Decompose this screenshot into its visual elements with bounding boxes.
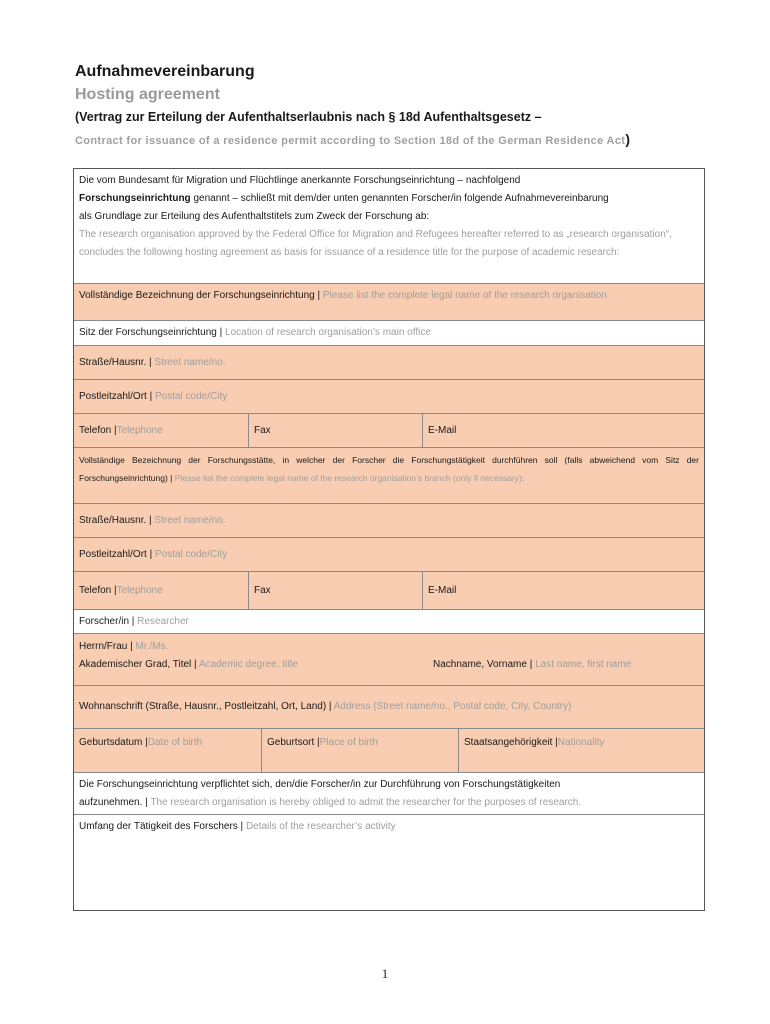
nationality-hint: Nationality (557, 737, 605, 748)
pob-field[interactable] (261, 729, 458, 772)
researcher-address-field[interactable] (74, 686, 704, 729)
org-street-hint: Street name/no. (154, 356, 226, 368)
degree-hint: Academic degree, title (198, 659, 298, 670)
org-fax-label: Fax (254, 424, 271, 436)
org-phone-label: Telefon | (79, 424, 117, 436)
org-seat-label: Sitz der Forschungseinrichtung | (79, 327, 226, 338)
subtitle-english: Contract for issuance of a residence permit according to Section 18d of the German Residence Act (75, 135, 626, 147)
org-name-hint: Please list the complete legal name of the research organisation (322, 290, 607, 301)
branch-email-label: E-Mail (428, 584, 457, 596)
branch-postal-hint: Postal code/City (154, 548, 228, 560)
branch-fax-field[interactable] (248, 572, 422, 609)
degree-label: Akademischer Grad, Titel | (79, 659, 199, 670)
title-german: Aufnahmevereinbarung (75, 63, 255, 80)
subtitle-close-paren: ) (625, 131, 631, 147)
org-street-label: Straße/Hausnr. | (79, 356, 155, 368)
org-postal-hint: Postal code/City (154, 390, 228, 402)
fullname-wrap (433, 656, 631, 674)
branch-email-field[interactable] (422, 572, 704, 609)
title-english: Hosting agreement (75, 86, 220, 103)
org-seat-field[interactable] (74, 321, 704, 346)
org-email-field[interactable] (422, 414, 704, 447)
org-email-label: E-Mail (428, 424, 457, 436)
researcher-name-field[interactable] (74, 634, 704, 686)
obligation-line-1: Die Forschungseinrichtung verpflichtet sich, den/die Forscher/in zur Durchführung von Forschungstätigkeiten (79, 779, 561, 790)
pob-hint: Place of birth (319, 737, 378, 748)
salutation-line (79, 638, 699, 656)
researcher-header (74, 610, 704, 634)
researcher-header-hint: Researcher (137, 615, 189, 627)
dob-field[interactable] (74, 729, 261, 772)
activity-hint: Details of the researcher’s activity (245, 821, 396, 832)
branch-name-label: Vollständige Bezeichnung der Forschungsstätte, in welcher der Forscher die Forschungstätigkeit durchführen soll (falls abweichend vom Sitz der Forschungseinrichtung) | (79, 455, 699, 483)
intro-text (74, 169, 704, 284)
obligation-line-2-de: aufzunehmen. | (79, 797, 151, 808)
degree-name-line (79, 656, 699, 674)
fullname-label: Nachname, Vorname | (433, 659, 536, 670)
branch-fax-label: Fax (254, 584, 271, 596)
obligation-text (74, 773, 704, 815)
branch-phone-hint: Telephone (116, 584, 163, 596)
org-name-label: Vollständige Bezeichnung der Forschungseinrichtung | (79, 290, 323, 301)
dob-hint: Date of birth (147, 737, 203, 748)
branch-phone-label: Telefon | (79, 584, 117, 596)
intro-line-2 (79, 190, 699, 208)
birth-nationality-row (74, 729, 704, 773)
branch-street-label: Straße/Hausnr. | (79, 514, 155, 526)
org-phone-hint: Telephone (116, 424, 163, 436)
org-fax-field[interactable] (248, 414, 422, 447)
subtitle-german: (Vertrag zur Erteilung der Aufenthaltserlaubnis nach § 18d Aufenthaltsgesetz – (75, 110, 542, 124)
address-hint: Address (Street name/no., Postal code, City, Country) (333, 701, 572, 712)
intro-line-1: Die vom Bundesamt für Migration und Flüchtlinge anerkannte Forschungseinrichtung – nachfolgend (79, 175, 521, 186)
activity-field[interactable] (74, 815, 704, 910)
org-street-field[interactable] (74, 346, 704, 380)
intro-english: The research organisation approved by the Federal Office for Migration and Refugees hereafter referred to as „research organisation“, concludes the following hosting agreement as basis for issuance of a residence title for the purpose of academic research: (79, 229, 672, 258)
branch-name-field[interactable] (74, 448, 704, 504)
subtitle-english-wrap (75, 131, 630, 147)
pob-label: Geburtsort | (267, 737, 320, 748)
nationality-label: Staatsangehörigkeit | (464, 737, 558, 748)
org-phone-field[interactable] (74, 414, 248, 447)
org-name-field[interactable] (74, 284, 704, 321)
address-label: Wohnanschrift (Straße, Hausnr., Postleitzahl, Ort, Land) | (79, 701, 334, 712)
intro-line-2-rest: genannt – schließt mit dem/der unten genannten Forscher/in folgende Aufnahmevereinbarung (190, 193, 609, 204)
branch-street-field[interactable] (74, 504, 704, 538)
obligation-english: The research organisation is hereby obliged to admit the researcher for the purposes of research. (150, 797, 582, 808)
salutation-label: Herrn/Frau | (79, 641, 136, 652)
dob-label: Geburtsdatum | (79, 737, 148, 748)
intro-bold-term: Forschungseinrichtung (79, 193, 191, 204)
researcher-header-label: Forscher/in | (79, 615, 138, 627)
activity-label: Umfang der Tätigkeit des Forschers | (79, 821, 246, 832)
salutation-hint: Mr./Ms. (135, 641, 169, 652)
branch-phone-field[interactable] (74, 572, 248, 609)
intro-line-3: als Grundlage zur Erteilung des Aufenthaltstitels zum Zweck der Forschung ab: (79, 211, 430, 222)
page-number: 1 (381, 966, 389, 981)
org-postal-field[interactable] (74, 380, 704, 414)
branch-postal-label: Postleitzahl/Ort | (79, 548, 155, 560)
branch-name-hint: Please list the complete legal name of the research organisation’s branch (only if necessary): (174, 473, 525, 483)
branch-postal-field[interactable] (74, 538, 704, 572)
org-seat-hint: Location of research organisation’s main office (225, 327, 431, 338)
branch-contact-row (74, 572, 704, 610)
nationality-field[interactable] (458, 729, 704, 772)
obligation-line-2 (79, 794, 699, 812)
branch-street-hint: Street name/no. (154, 514, 226, 526)
fullname-hint: Last name, first name (535, 659, 632, 670)
hosting-agreement-form (73, 168, 705, 911)
org-postal-label: Postleitzahl/Ort | (79, 390, 155, 402)
org-contact-row (74, 414, 704, 448)
